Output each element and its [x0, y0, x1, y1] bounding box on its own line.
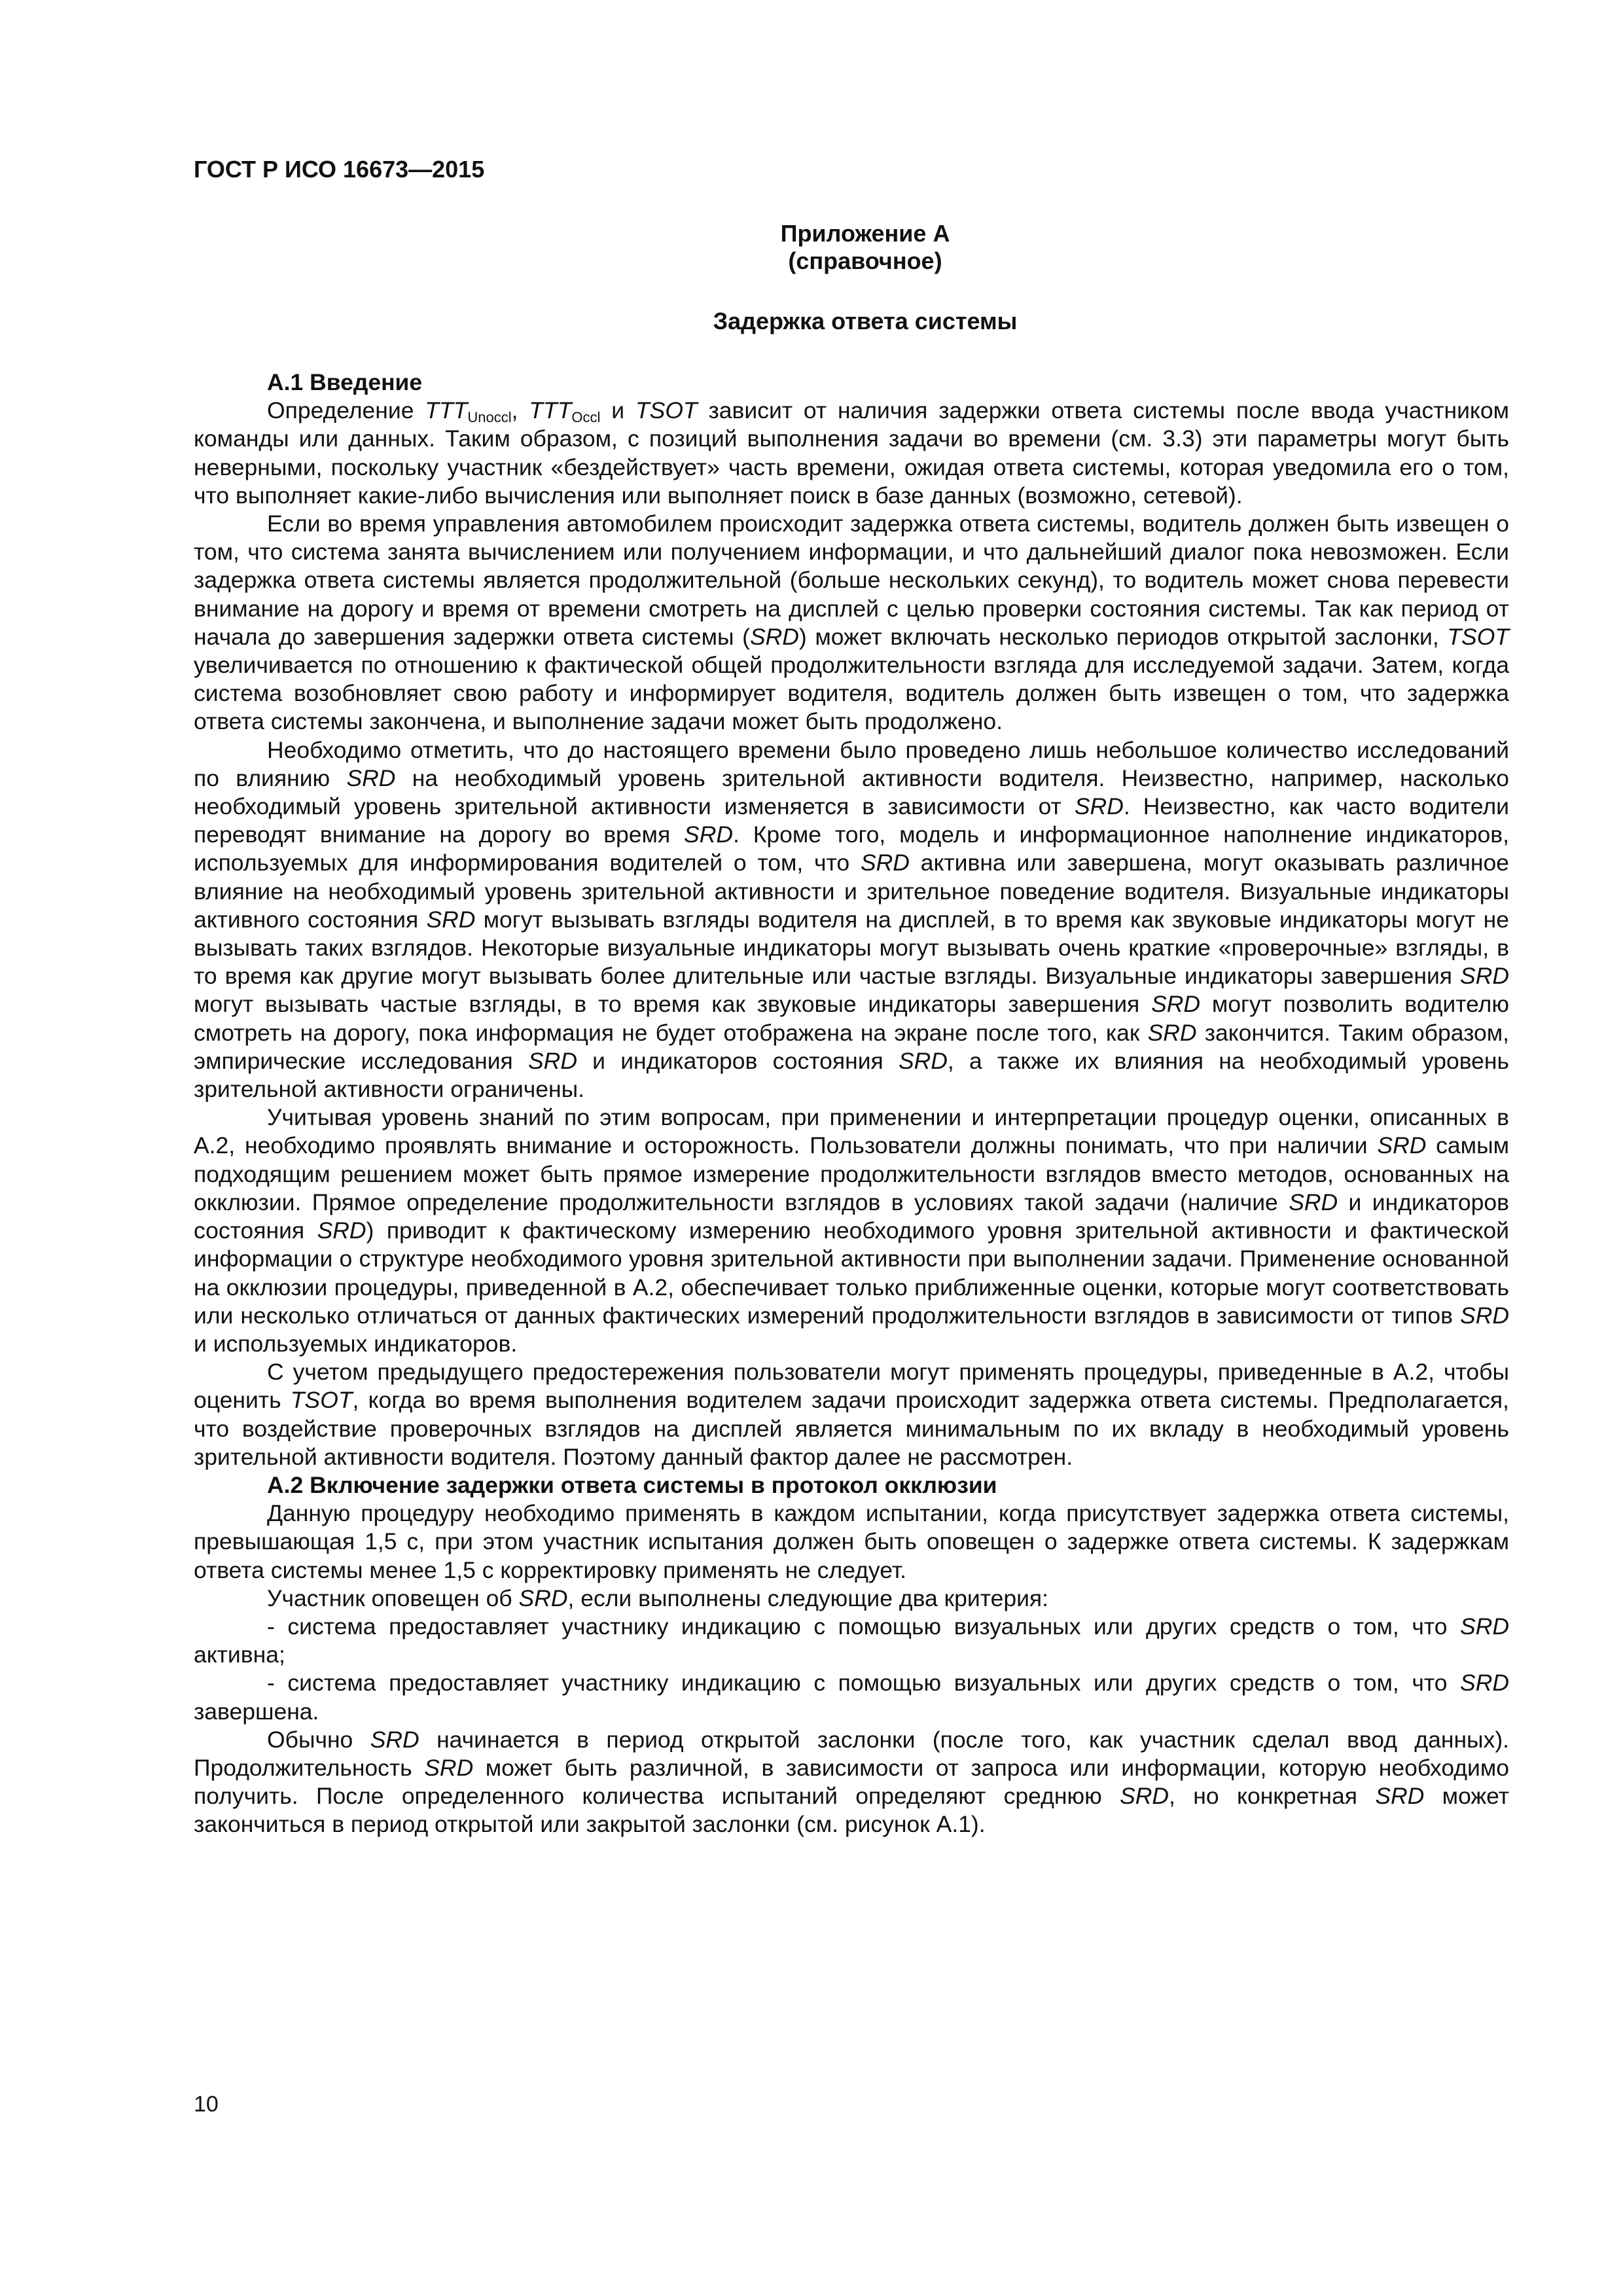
- list-item: - система предоставляет участнику индикацию с помощью визуальных или других средств о том, что SRD завершена.: [194, 1670, 1509, 1725]
- term: SRD: [424, 1754, 474, 1781]
- term: SRD: [898, 1047, 948, 1074]
- term: SRD: [749, 623, 799, 650]
- term: SRD: [684, 821, 733, 848]
- paragraph: Участник оповещен об SRD, если выполнены следующие два критерия:: [267, 1585, 1049, 1611]
- term: SRD: [518, 1585, 568, 1611]
- paragraph: С учетом предыдущего предостережения пользователи могут применять процедуры, приведенные в А.2, чтобы оценить TSOT, когда во время выполнения водителем задачи происходит задержка ответа системы. Предполагается, что воздействие проверочных взглядов на дисплей является минимальным по их вкладу в необходимый уровень зрительной активности водителя. Поэтому данный фактор далее не рассмотрен.: [194, 1359, 1509, 1470]
- term: TSOT: [635, 397, 698, 424]
- section-a2-heading: А.2 Включение задержки ответа системы в протокол окклюзии: [267, 1471, 997, 1498]
- term: SRD: [1120, 1783, 1169, 1810]
- paragraph: Данную процедуру необходимо применять в каждом испытании, когда присутствует задержка ответа системы, превышающая 1,5 с, при этом участник испытания должен быть оповещен о задержке ответа системы. К задержкам ответа системы менее 1,5 с корректировку применять не следует.: [194, 1500, 1509, 1583]
- section-a1-heading: А.1 Введение: [267, 369, 423, 395]
- term: SRD: [1460, 1302, 1509, 1329]
- term: TTT: [529, 397, 572, 424]
- document-code: ГОСТ Р ИСО 16673—2015: [194, 156, 485, 183]
- list-item: - система предоставляет участнику индикацию с помощью визуальных или других средств о том, что SRD активна;: [194, 1613, 1509, 1668]
- term: SRD: [346, 764, 396, 791]
- paragraph: Определение $TTT_{Unoccl}$, $TTT_{Occl}$ и TSOT зависит от наличия задержки ответа системы после ввода участником команды или данных. Таким образом, с позиций выполнения задачи во времени (см. 3.3) эти параметры могут быть неверными, поскольку участник «бездействует» часть времени, ожидая ответа системы, которая уведомила его о том, что выполняет какие-либо вычисления или выполняет поиск в базе данных (возможно, сетевой).: [194, 397, 1509, 509]
- paragraph: Обычно SRD начинается в период открытой заслонки (после того, как участник сделал ввод данных). Продолжительность SRD может быть различной, в зависимости от запроса или информации, которую необходимо получить. После определенного количества испытаний определяют среднюю SRD, но конкретная SRD может закончиться в период открытой или закрытой заслонки (см. рисунок А.1).: [194, 1726, 1510, 1838]
- term: SRD: [370, 1726, 419, 1753]
- term: SRD: [317, 1217, 366, 1244]
- document-body: [194, 368, 1509, 1839]
- annex-label: Приложение А: [780, 220, 950, 247]
- annex-status: (справочное): [788, 247, 942, 274]
- term: SRD: [1460, 1613, 1509, 1640]
- annex-title: Задержка ответа системы: [713, 308, 1018, 334]
- term: SRD: [1151, 991, 1201, 1018]
- term: TSOT: [290, 1387, 353, 1414]
- term: TTT: [425, 397, 468, 424]
- term: SRD: [1074, 793, 1124, 820]
- term: SRD: [860, 850, 910, 876]
- term: TSOT: [1447, 623, 1509, 650]
- term: SRD: [1147, 1019, 1197, 1046]
- term: SRD: [1460, 963, 1509, 990]
- subscript: Unoccl: [467, 409, 512, 426]
- paragraph: Учитывая уровень знаний по этим вопросам, при применении и интерпретации процедур оценки, описанных в А.2, необходимо проявлять внимание и осторожность. Пользователи должны понимать, что при наличии SRD самым подходящим решением может быть прямое измерение продолжительности взглядов вместо методов, основанных на окклюзии. Прямое определение продолжительности взглядов в условиях такой задачи (наличие SRD и индикаторов состояния SRD) приводит к фактическому измерению необходимого уровня зрительной активности и фактической информации о структуре необходимого уровня зрительной активности при выполнении задачи. Применение основанной на окклюзии процедуры, приведенной в А.2, обеспечивает только приближенные оценки, которые могут соответствовать или несколько отличаться от данных фактических измерений продолжительности взглядов в зависимости от типов SRD и используемых индикаторов.: [194, 1104, 1510, 1357]
- paragraph: Необходимо отметить, что до настоящего времени было проведено лишь небольшое количество исследований по влиянию SRD на необходимый уровень зрительной активности водителя. Неизвестно, например, насколько необходимый уровень зрительной активности изменяется в зависимости от SRD. Неизвестно, как часто водители переводят внимание на дорогу во время SRD. Кроме того, модель и информационное наполнение индикаторов, используемых для информирования водителей о том, что SRD активна или завершена, могут оказывать различное влияние на необходимый уровень зрительной активности и зрительное поведение водителя. Визуальные индикаторы активного состояния SRD могут вызывать взгляды водителя на дисплей, в то время как звуковые индикаторы могут не вызывать таких взглядов. Некоторые визуальные индикаторы могут вызывать очень краткие «проверочные» взгляды, в то время как другие могут вызывать более длительные или частые взгляды. Визуальные индикаторы завершения SRD могут вызывать частые взгляды, в то время как звуковые индикаторы завершения SRD могут позволить водителю смотреть на дорогу, пока информация не будет отображена на экране после того, как SRD закончится. Таким образом, эмпирические исследования SRD и индикаторов состояния SRD, а также их влияния на необходимый уровень зрительной активности ограничены.: [194, 736, 1510, 1103]
- term: SRD: [1375, 1783, 1425, 1810]
- term: SRD: [1289, 1189, 1338, 1215]
- paragraph: Если во время управления автомобилем происходит задержка ответа системы, водитель должен быть извещен о том, что система занята вычислением или получением информации, и что дальнейший диалог пока невозможен. Если задержка ответа системы является продолжительной (больше нескольких секунд), то водитель может снова перевести внимание на дорогу и время от времени смотреть на дисплей с целью проверки состояния системы. Так как период от начала до завершения задержки ответа системы (SRD) может включать несколько периодов открытой заслонки, TSOT увеличивается по отношению к фактической общей продолжительности взгляда для исследуемой задачи. Затем, когда система возобновляет свою работу и информирует водителя, водитель должен быть извещен о том, что задержка ответа системы закончена, и выполнение задачи может быть продолжено.: [194, 511, 1509, 735]
- annex-heading: [194, 220, 1429, 275]
- term: SRD: [1460, 1670, 1509, 1696]
- term: SRD: [1377, 1132, 1427, 1159]
- subscript: Occl: [571, 409, 601, 426]
- term: SRD: [528, 1047, 577, 1074]
- page-number: 10: [194, 2092, 219, 2117]
- term: SRD: [426, 906, 476, 933]
